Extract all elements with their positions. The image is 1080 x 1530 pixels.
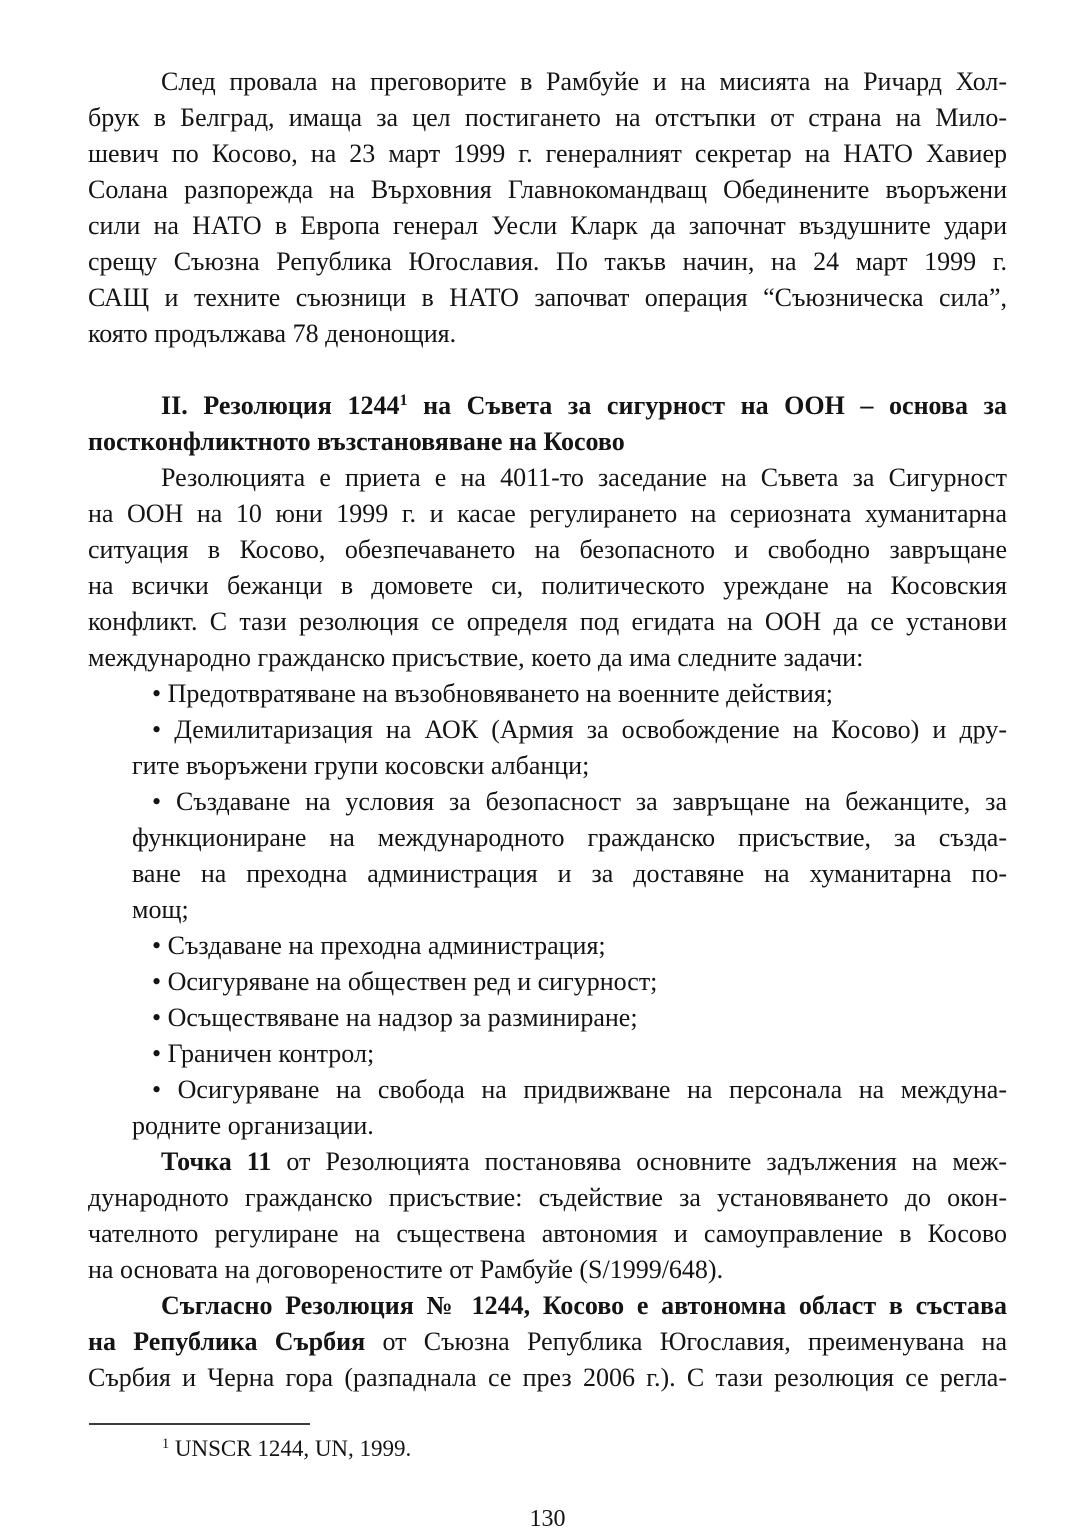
text-segment: на всички бежанци в домовете си, политическото уреждане на Косовския (88, 571, 1007, 600)
bullet-marker: • (152, 679, 168, 708)
text-segment: Осигуряване на свобода на придвижване на персонала на междуна- (177, 1075, 1007, 1104)
superscript-marker: 1 (399, 392, 408, 410)
bullet-marker: • (152, 715, 175, 744)
text-line (88, 1216, 1007, 1252)
text-line (88, 1144, 1007, 1180)
text-segment: която продължава 78 денонощия. (88, 319, 457, 348)
text-line (88, 568, 1007, 604)
text-line (88, 1288, 1007, 1324)
text-line (88, 100, 1007, 136)
bullet-marker: • (152, 931, 168, 960)
bullet-item (88, 928, 1007, 964)
text-line (88, 316, 1007, 352)
text-segment: сили на НАТО в Европа генерал Уесли Кларк да започнат въздушните удари (88, 211, 1007, 240)
bullet-item (88, 964, 1007, 1000)
text-segment: Създаване на условия за безопасност за завръщане на бежанците, за (175, 787, 1007, 816)
text-segment: Солана разпорежда на Върховния Главнокомандващ Обединените въоръжени (88, 175, 1007, 204)
text-segment: от Резолюцията постановява основните задължения на меж- (271, 1147, 1007, 1176)
bullet-marker: • (152, 1039, 168, 1068)
text-line (88, 496, 1007, 532)
text-line (88, 892, 1007, 928)
text-segment: Резолюцията е приета е на 4011-то заседание на Съвета за Сигурност (161, 463, 1007, 492)
text-segment: Демилитаризация на АОК (Армия за освобождение на Косово) и дру- (174, 715, 1007, 744)
paragraph (88, 64, 1007, 352)
bullet-item (88, 1036, 1007, 1072)
text-segment: Осигуряване на обществен ред и сигурност; (167, 967, 658, 996)
text-line (88, 964, 1007, 1000)
text-line (88, 172, 1007, 208)
text-segment: Граничен контрол; (167, 1039, 375, 1068)
text-line (88, 208, 1007, 244)
text-line (88, 1108, 1007, 1144)
text-segment: срещу Съюзна Република Югославия. По такъв начин, на 24 март 1999 г. (88, 247, 1007, 276)
text-segment: шевич по Косово, на 23 март 1999 г. генералният секретар на НАТО Хавиер (88, 139, 1007, 168)
bullet-item (88, 1072, 1007, 1144)
text-segment: ване на преходна администрация и за доставяне на хуманитарна по- (132, 859, 1007, 888)
text-line (88, 712, 1007, 748)
bullet-item (88, 1000, 1007, 1036)
bullet-marker: • (152, 967, 168, 996)
text-segment: на ООН на 10 юни 1999 г. и касае регулирането на сериозната хуманитарна (88, 499, 1007, 528)
text-segment: ситуация в Косово, обезпечаването на безопасното и свободно завръщане (88, 535, 1007, 564)
footnote (88, 1434, 1007, 1464)
text-line (88, 748, 1007, 784)
text-segment: конфликт. С тази резолюция се определя под егидата на ООН да се установи (88, 607, 1007, 636)
text-line (88, 136, 1007, 172)
bullet-item (88, 712, 1007, 784)
text-line (88, 388, 1007, 424)
text-line (88, 424, 1007, 460)
bullet-item (88, 784, 1007, 928)
text-segment: Точка 11 (161, 1147, 272, 1176)
paragraph (88, 460, 1007, 676)
text-segment: от Съюзна Република Югославия, преименувана на (365, 1327, 1007, 1356)
text-segment: на Република Сърбия (88, 1327, 366, 1356)
text-segment: Сърбия и Черна гора (разпаднала се през 2006 г.). С тази резолюция се регла- (88, 1363, 1007, 1392)
paragraph (88, 1288, 1007, 1396)
text-segment: След провала на преговорите в Рамбуйе и на мисията на Ричард Хол- (161, 67, 1007, 96)
text-segment: II. Резолюция 1244 (161, 391, 400, 420)
text-segment: на Съвета за сигурност на ООН – основа за (407, 391, 1007, 420)
text-line (88, 64, 1007, 100)
text-segment: дународното гражданско присъствие: съдействие за установяването до окон- (88, 1183, 1007, 1212)
text-segment: мощ; (132, 895, 189, 924)
text-line (88, 676, 1007, 712)
text-line (88, 280, 1007, 316)
page-number: 130 (529, 1506, 566, 1530)
page-body (88, 64, 1007, 1396)
text-line (88, 460, 1007, 496)
bullet-marker: • (152, 787, 176, 816)
text-line (88, 1180, 1007, 1216)
footnote-rule (89, 1423, 310, 1425)
text-segment: на основата на договореностите от Рамбуйе (S/1999/648). (88, 1255, 724, 1284)
bullet-marker: • (152, 1075, 178, 1104)
text-segment: брук в Белград, имаща за цел постигането на отстъпки от страна на Мило- (88, 103, 1007, 132)
footnote-text: UNSCR 1244, UN, 1999. (169, 1436, 412, 1461)
text-line (88, 820, 1007, 856)
text-line (88, 1252, 1007, 1288)
text-line (88, 1324, 1007, 1360)
text-segment: постконфликтното възстановяване на Косово (88, 427, 625, 456)
text-line (88, 784, 1007, 820)
text-segment: Създаване на преходна администрация; (167, 931, 606, 960)
text-segment: международно гражданско присъствие, което да има следните задачи: (88, 643, 864, 672)
bullet-marker: • (152, 1003, 168, 1032)
text-line (88, 1072, 1007, 1108)
text-segment: Предотвратяване на възобновяването на военните действия; (167, 679, 834, 708)
text-line (88, 1000, 1007, 1036)
text-segment: родните организации. (132, 1111, 374, 1140)
text-segment: САЩ и техните съюзници в НАТО започват операция “Съюзническа сила”, (88, 283, 1007, 312)
text-segment: гите въоръжени групи косовски албанци; (132, 751, 590, 780)
section-heading (88, 388, 1007, 460)
text-line (88, 244, 1007, 280)
text-line (88, 604, 1007, 640)
text-line (88, 1360, 1007, 1396)
text-line (88, 1036, 1007, 1072)
text-line (88, 928, 1007, 964)
footnote-marker: 1 (162, 1436, 170, 1453)
text-line (88, 640, 1007, 676)
text-line (88, 532, 1007, 568)
bullet-item (88, 676, 1007, 712)
paragraph (88, 1144, 1007, 1288)
text-line (88, 856, 1007, 892)
text-segment: функциониране на международното гражданско присъствие, за създа- (132, 823, 1007, 852)
text-segment: Съгласно Резолюция № 1244, Косово е автономна област в състава (161, 1291, 1007, 1320)
text-segment: чателното регулиране на съществена автономия и самоуправление в Косово (88, 1219, 1007, 1248)
text-segment: Осъществяване на надзор за разминиране; (167, 1003, 638, 1032)
